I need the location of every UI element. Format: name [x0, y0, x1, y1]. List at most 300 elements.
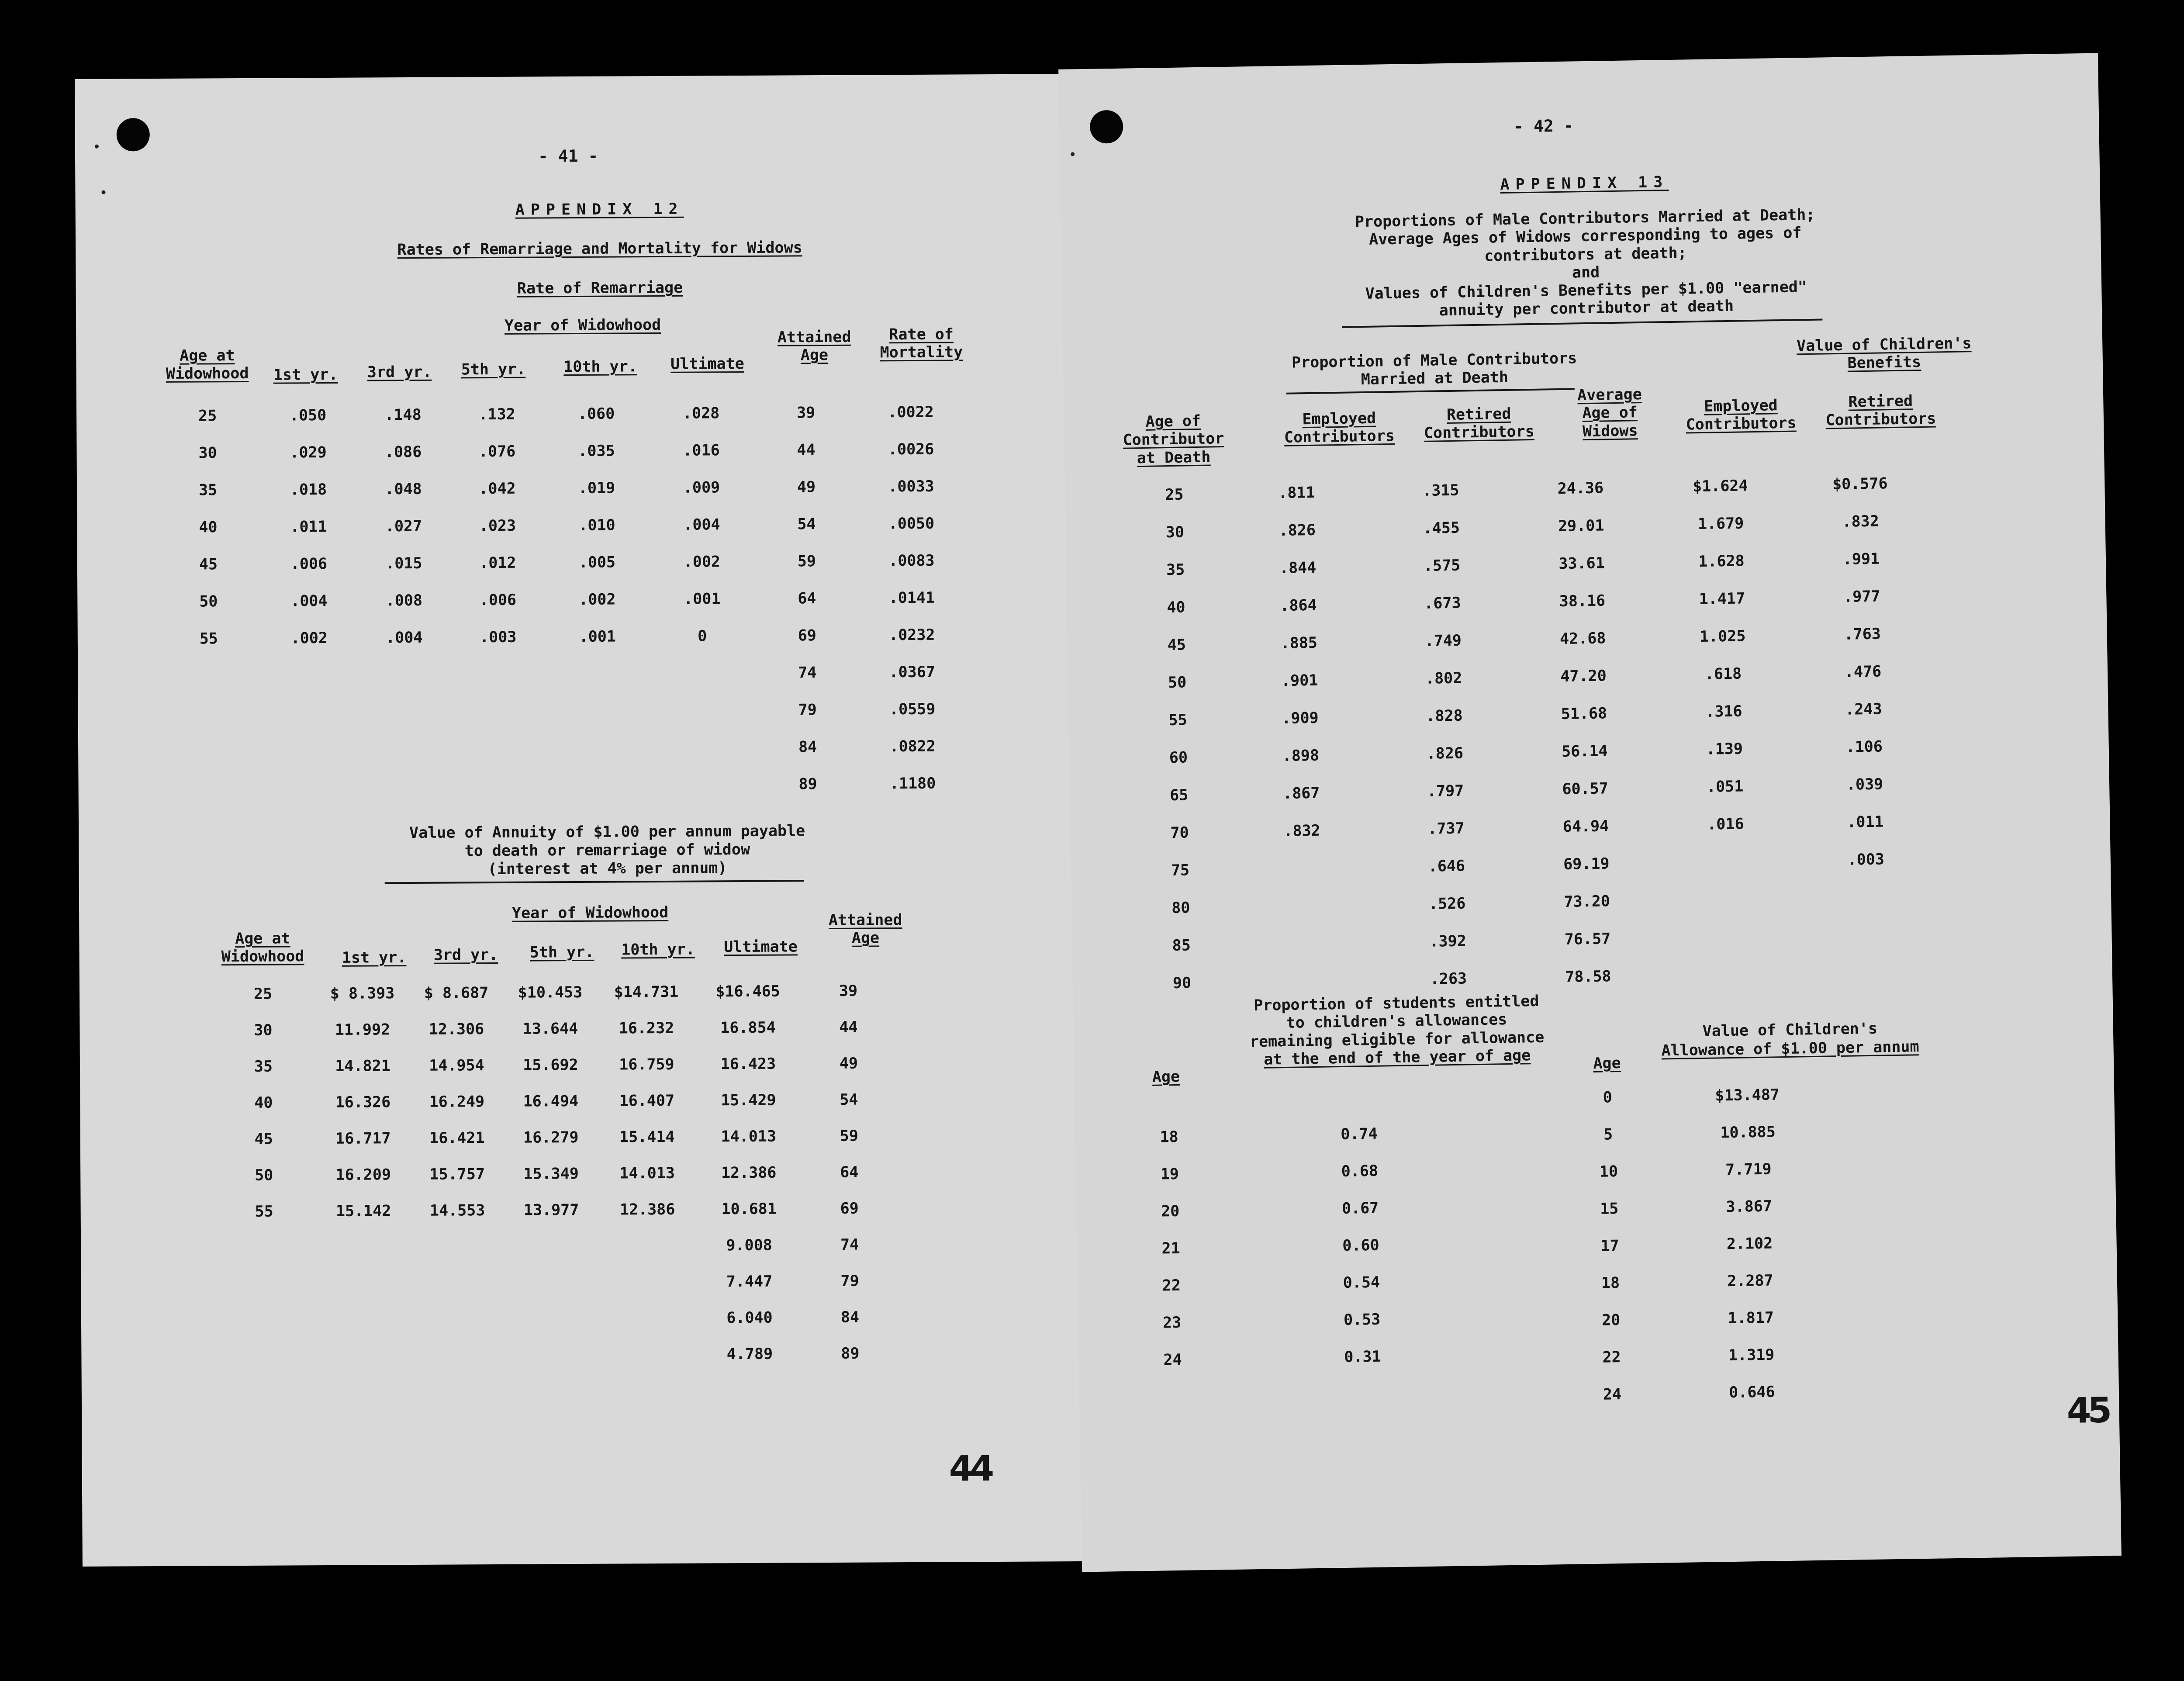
table-cell: 74 — [840, 1236, 859, 1254]
table-cell: 65 — [1169, 786, 1189, 805]
table-cell — [650, 654, 755, 692]
table-cell: 69.19 — [1563, 855, 1610, 873]
page-stamp: 44 — [949, 1448, 991, 1489]
table-row — [212, 1262, 898, 1302]
table-cell — [317, 1301, 411, 1338]
table-cell: .012 — [479, 554, 516, 572]
table-cell — [317, 1229, 411, 1266]
proportion-group-header: Proportion of Male Contributors Married at Death — [1291, 349, 1577, 389]
table-cell: 35 — [198, 481, 218, 499]
annuity-table — [211, 972, 898, 1375]
table-cell — [451, 692, 545, 730]
table-cell: 20 — [1601, 1311, 1621, 1329]
title-line: Average Ages of Widows corresponding to ages of — [1368, 224, 1802, 249]
header-line: remaining eligible for allowance — [1249, 1028, 1545, 1051]
table-cell: 16.407 — [619, 1092, 675, 1110]
table-cell: 29.01 — [1558, 517, 1604, 536]
table-cell — [358, 730, 452, 768]
remarriage-table — [155, 393, 965, 806]
table-row — [1139, 1299, 1520, 1342]
page-title: Rates of Remarriage and Mortality for Widows — [397, 239, 802, 259]
table-cell: 25 — [1165, 486, 1184, 504]
title-line: Proportions of Male Contributors Married at Death; — [1355, 206, 1815, 231]
table-cell — [1797, 953, 1938, 993]
table-cell: .526 — [1428, 895, 1466, 913]
table-cell: $14.731 — [614, 983, 679, 1001]
table-cell — [545, 655, 650, 692]
table-row — [156, 653, 964, 695]
table-cell: .0026 — [888, 440, 934, 458]
table-cell: 14.013 — [619, 1164, 675, 1183]
table-cell: 45 — [1167, 636, 1186, 654]
table-cell: 6.040 — [726, 1309, 773, 1327]
table-cell: 55 — [255, 1203, 273, 1221]
table-cell: 13.977 — [523, 1201, 579, 1219]
table-cell: .011 — [290, 518, 327, 536]
table-cell: .885 — [1280, 634, 1318, 653]
table-cell: 25 — [198, 407, 217, 425]
col-header-retired: Retired Contributors — [1424, 405, 1535, 443]
students-proportion-header — [1239, 992, 1555, 1069]
table-cell: .455 — [1423, 519, 1460, 537]
table-cell: .802 — [1425, 669, 1462, 688]
table-cell: $0.576 — [1832, 475, 1888, 494]
table-cell — [452, 767, 546, 804]
col-header-benefits-retired: Retired Contributors — [1825, 392, 1936, 429]
table-cell: 15 — [1600, 1200, 1619, 1218]
allowance-value-header-line2: Allowance of $1.00 per annum — [1661, 1038, 1919, 1060]
table-cell: .086 — [384, 443, 422, 461]
table-cell: 7.447 — [726, 1273, 773, 1290]
annuity-year-header: Year of Widowhood — [511, 903, 669, 922]
table-cell: 1.025 — [1699, 627, 1746, 646]
table-cell — [545, 692, 650, 730]
annuity-col-header-3rd: 3rd yr. — [433, 946, 498, 964]
table-cell: 15.692 — [523, 1056, 578, 1074]
title-line: annuity per contributor at death — [1439, 297, 1734, 320]
table-cell: 84 — [840, 1308, 860, 1326]
table-cell: .003 — [1847, 851, 1885, 869]
table-cell: 16.854 — [720, 1019, 776, 1037]
table-cell: 16.717 — [335, 1129, 391, 1148]
table-cell — [1658, 955, 1798, 995]
table-cell: .737 — [1427, 820, 1465, 838]
punch-hole — [117, 118, 150, 151]
punch-hole — [1090, 110, 1123, 144]
speck — [101, 190, 105, 194]
remarriage-subtitle: Rate of Remarriage — [517, 279, 683, 297]
table-cell: 90 — [1172, 974, 1192, 993]
table-cell — [357, 656, 451, 694]
table-cell: .051 — [1706, 778, 1744, 796]
table-cell: 79 — [840, 1272, 859, 1290]
table-cell: .0083 — [888, 552, 935, 570]
table-cell: .006 — [290, 555, 328, 573]
table-cell: 35 — [254, 1058, 273, 1076]
header-line: Proportion of students entitled — [1253, 992, 1539, 1015]
table-cell: 16.326 — [335, 1093, 391, 1111]
table-cell: .050 — [289, 406, 327, 424]
annuity-title-line1: Value of Annuity of $1.00 per annum payable — [409, 822, 805, 842]
table-row — [157, 764, 965, 806]
table-cell: 24.36 — [1557, 479, 1604, 498]
table-cell: .008 — [385, 591, 423, 609]
title-line: and — [1572, 263, 1600, 282]
table-cell: .006 — [479, 591, 517, 609]
table-cell: 16.423 — [720, 1055, 776, 1073]
table-row — [155, 430, 963, 472]
table-cell: 24 — [1163, 1351, 1182, 1369]
table-cell: 21 — [1161, 1239, 1180, 1258]
table-cell: 25 — [253, 985, 273, 1003]
table-row — [156, 505, 964, 546]
table-cell: 13.644 — [522, 1020, 578, 1038]
table-row — [1579, 1186, 1859, 1228]
table-cell: .826 — [1279, 521, 1316, 540]
table-cell: .832 — [1283, 822, 1321, 840]
table-cell: 16.279 — [523, 1128, 579, 1147]
table-cell: 12.386 — [721, 1164, 777, 1182]
table-cell — [1228, 849, 1377, 889]
table-cell: 89 — [841, 1345, 860, 1363]
table-row — [1137, 1150, 1517, 1193]
table-cell — [451, 655, 545, 693]
table-cell — [1796, 878, 1936, 917]
table-cell: 16.421 — [429, 1129, 485, 1147]
table-cell: 15.429 — [721, 1091, 776, 1109]
table-row — [1137, 1187, 1518, 1231]
page-number: - 41 - — [538, 146, 598, 166]
table-cell: .0367 — [889, 663, 936, 681]
header-line: to children's allowances — [1286, 1011, 1507, 1032]
table-cell: 0.68 — [1341, 1162, 1379, 1180]
table-cell: .832 — [1842, 512, 1880, 531]
table-row — [211, 972, 896, 1012]
annuity-col-header-attained-age: Attained Age — [828, 911, 902, 948]
table-cell: 14.013 — [721, 1128, 777, 1145]
table-cell: .039 — [1846, 775, 1883, 794]
table-cell: .029 — [290, 443, 327, 461]
table-cell — [452, 730, 546, 767]
table-cell: $1.624 — [1692, 477, 1748, 496]
table-row — [212, 1299, 898, 1339]
table-cell — [157, 731, 262, 769]
table-cell — [505, 1228, 598, 1265]
table-cell: 2.102 — [1726, 1235, 1773, 1253]
table-row — [1579, 1223, 1859, 1265]
table-cell: 64 — [840, 1163, 859, 1181]
table-cell: .673 — [1424, 594, 1461, 612]
children-benefits-group-header: Value of Children's Benefits — [1796, 335, 1972, 372]
col-header-rate-of-mortality: Rate of Mortality — [880, 325, 963, 362]
table-cell: 44 — [797, 441, 816, 459]
table-cell: $13.487 — [1715, 1086, 1780, 1105]
table-cell: .016 — [1707, 815, 1744, 834]
table-cell: 80 — [1171, 899, 1190, 917]
table-cell — [650, 766, 755, 803]
table-cell: 74 — [798, 664, 817, 681]
table-cell — [650, 729, 755, 766]
table-cell: .811 — [1278, 484, 1315, 502]
table-cell: 16.494 — [523, 1092, 579, 1110]
left-page — [75, 74, 1083, 1567]
table-cell — [411, 1301, 505, 1338]
appendix-heading: APPENDIX 12 — [515, 200, 684, 219]
table-row — [1580, 1297, 1860, 1339]
table-cell: .0559 — [889, 700, 936, 718]
table-row — [1140, 1336, 1520, 1379]
table-cell — [505, 1301, 599, 1337]
table-row — [211, 1009, 896, 1048]
table-cell: .027 — [385, 517, 422, 535]
table-row — [156, 616, 964, 657]
year-of-widowhood-header: Year of Widowhood — [504, 316, 661, 335]
table-row — [1136, 1113, 1517, 1156]
table-cell: 73.20 — [1564, 892, 1610, 911]
col-header-1st: 1st yr. — [273, 366, 338, 384]
table-cell: 79 — [798, 701, 817, 719]
table-cell: 85 — [1172, 937, 1191, 955]
table-cell: 14.553 — [429, 1201, 485, 1220]
table-cell: 16.209 — [335, 1166, 391, 1184]
table-cell: 9.008 — [726, 1236, 772, 1254]
table-cell: 4.789 — [726, 1345, 773, 1363]
table-cell — [212, 1229, 317, 1266]
table-cell — [1657, 917, 1797, 957]
header-line: at the end of the year of age — [1263, 1047, 1531, 1069]
table-cell: 10.885 — [1720, 1123, 1776, 1141]
table-row — [1577, 1112, 1857, 1153]
table-row — [1578, 1149, 1858, 1190]
table-cell: .028 — [682, 404, 720, 422]
table-cell: .763 — [1844, 625, 1881, 643]
table-cell: .018 — [290, 481, 327, 498]
students-age-header: Age — [1152, 1068, 1180, 1086]
col-header-age-contributor: Age of Contributor at Death — [1123, 412, 1224, 467]
table-cell: .749 — [1424, 632, 1462, 650]
table-cell — [1229, 924, 1378, 964]
table-cell: 11.992 — [335, 1020, 390, 1039]
table-cell: 1.628 — [1698, 552, 1745, 571]
table-cell: 12.306 — [429, 1020, 484, 1038]
table-cell: 49 — [839, 1055, 858, 1072]
table-row — [212, 1226, 898, 1266]
table-cell: 18 — [1160, 1128, 1178, 1146]
table-cell: 45 — [254, 1130, 273, 1148]
table-cell: 2.287 — [1727, 1272, 1773, 1290]
table-cell — [157, 768, 262, 806]
allowance-table — [1577, 1075, 1862, 1414]
contributors-table — [1126, 464, 1938, 1003]
table-row — [1138, 1262, 1519, 1305]
table-cell: 10.681 — [721, 1200, 777, 1218]
table-cell: 12.386 — [619, 1200, 675, 1219]
table-cell — [599, 1336, 697, 1373]
table-cell — [262, 768, 358, 806]
table-cell: .316 — [1705, 702, 1742, 721]
age-at-widowhood-header: Age at Widowhood — [166, 347, 249, 383]
col-header-ultimate: Ultimate — [670, 355, 744, 373]
table-cell: .864 — [1280, 596, 1317, 615]
table-cell: 50 — [199, 592, 218, 611]
table-cell: $10.453 — [518, 983, 583, 1002]
table-cell: .844 — [1279, 559, 1317, 578]
table-row — [211, 1190, 897, 1230]
table-row — [156, 542, 964, 583]
col-header-employed: Employed Contributors — [1284, 409, 1395, 447]
table-row — [211, 1045, 897, 1085]
table-cell — [317, 1338, 411, 1374]
table-cell: 50 — [255, 1166, 273, 1184]
table-row — [211, 1081, 897, 1121]
col-header-10th: 10th yr. — [563, 358, 637, 376]
table-cell: 40 — [1167, 598, 1185, 617]
table-cell: .002 — [683, 553, 721, 571]
table-cell: 5 — [1603, 1125, 1613, 1144]
table-row — [1579, 1260, 1859, 1302]
table-cell: .575 — [1423, 557, 1461, 575]
table-cell: .148 — [384, 406, 422, 424]
table-cell: 16.759 — [619, 1055, 674, 1074]
table-cell: 45 — [199, 555, 218, 574]
table-cell: 30 — [198, 444, 217, 462]
students-table — [1136, 1113, 1520, 1379]
table-row — [156, 579, 964, 620]
allowance-value-header-line1: Value of Children's — [1702, 1020, 1878, 1041]
table-cell: 60.57 — [1562, 780, 1609, 798]
table-cell: .010 — [578, 516, 615, 534]
table-cell: .015 — [385, 554, 422, 572]
table-cell: 59 — [840, 1127, 858, 1145]
table-row — [157, 727, 965, 769]
table-cell — [411, 1265, 505, 1301]
table-cell: 56.14 — [1561, 742, 1608, 761]
table-cell: .618 — [1704, 665, 1742, 683]
table-cell: 15.142 — [335, 1202, 391, 1220]
table-cell: .001 — [684, 590, 721, 608]
table-cell: .797 — [1427, 782, 1464, 800]
table-cell: 64 — [798, 589, 816, 607]
table-row — [212, 1335, 898, 1375]
table-cell: 50 — [1168, 674, 1187, 692]
table-cell — [411, 1228, 505, 1265]
page-stamp: 45 — [2066, 1390, 2109, 1432]
table-cell: .0141 — [888, 589, 935, 607]
title-line: contributors at death; — [1484, 244, 1687, 265]
table-cell: .005 — [578, 553, 616, 571]
table-cell: .0232 — [888, 626, 935, 644]
table-cell: 0 — [1603, 1088, 1613, 1107]
table-cell: 33.61 — [1559, 554, 1605, 573]
table-cell: 1.817 — [1728, 1309, 1774, 1327]
table-cell: 16.232 — [619, 1019, 674, 1038]
table-cell — [411, 1337, 505, 1374]
table-cell: .042 — [479, 480, 516, 498]
table-cell: .901 — [1281, 671, 1318, 690]
table-cell: .019 — [578, 479, 615, 497]
table-cell: 60 — [1169, 749, 1188, 767]
table-cell — [598, 1264, 697, 1301]
table-cell: 1.679 — [1697, 515, 1744, 533]
table-cell: .004 — [290, 592, 328, 610]
col-header-attained-age: Attained Age — [777, 328, 851, 364]
table-cell: .0033 — [888, 477, 934, 495]
table-cell: 51.68 — [1561, 705, 1607, 723]
table-cell: .016 — [683, 441, 720, 460]
table-cell: .003 — [480, 628, 517, 646]
table-cell — [156, 694, 261, 732]
table-row — [211, 1117, 897, 1157]
speck — [1071, 152, 1075, 156]
table-cell: .001 — [579, 628, 616, 646]
appendix-heading: APPENDIX 13 — [1500, 173, 1669, 194]
table-cell — [1797, 915, 1937, 955]
table-cell: 0.53 — [1343, 1311, 1381, 1329]
table-cell: .048 — [385, 480, 422, 498]
table-cell — [598, 1228, 697, 1264]
table-row — [211, 1154, 897, 1193]
allowance-age-header: Age — [1593, 1054, 1621, 1072]
table-cell: 14.954 — [429, 1056, 484, 1075]
table-cell: 40 — [254, 1094, 273, 1112]
table-cell: 7.719 — [1725, 1160, 1772, 1179]
table-cell: 69 — [798, 626, 816, 644]
table-cell: 54 — [840, 1091, 858, 1109]
table-cell: 3.867 — [1726, 1197, 1773, 1216]
table-cell: 15.349 — [523, 1165, 579, 1183]
table-cell: 14.821 — [335, 1057, 390, 1075]
table-cell: .0822 — [889, 737, 936, 755]
table-cell: 39 — [796, 404, 816, 422]
table-cell: .977 — [1843, 588, 1880, 606]
page-title — [1323, 206, 1849, 322]
table-cell — [358, 768, 452, 805]
table-cell: 22 — [1162, 1276, 1181, 1295]
table-cell: $ 8.687 — [424, 984, 489, 1002]
table-cell — [212, 1302, 317, 1339]
table-cell: 44 — [839, 1018, 858, 1036]
table-cell: 78.58 — [1565, 968, 1611, 986]
table-cell: 55 — [199, 630, 218, 648]
table-cell: 24 — [1603, 1385, 1622, 1404]
table-cell: 0.60 — [1342, 1236, 1379, 1255]
table-cell: .132 — [478, 405, 515, 423]
table-cell: .004 — [683, 515, 720, 534]
table-cell — [261, 694, 357, 731]
table-cell: .315 — [1422, 481, 1459, 500]
table-cell: 18 — [1601, 1274, 1620, 1292]
table-cell — [505, 1337, 599, 1373]
table-cell: .243 — [1845, 700, 1882, 719]
table-cell — [1657, 880, 1797, 920]
table-cell: .263 — [1430, 970, 1467, 988]
table-cell: 76.57 — [1564, 930, 1611, 948]
table-cell: .076 — [478, 443, 516, 460]
table-cell: 0.646 — [1728, 1383, 1775, 1401]
annuity-col-header-age: Age at Widowhood — [221, 930, 304, 966]
table-cell — [261, 657, 357, 694]
table-cell: .035 — [578, 442, 615, 460]
table-cell — [546, 766, 650, 804]
table-cell: .909 — [1282, 709, 1319, 728]
table-cell: .0050 — [888, 515, 935, 533]
table-cell: 19 — [1160, 1165, 1179, 1183]
table-cell: 0 — [698, 627, 707, 645]
table-cell: .060 — [577, 405, 615, 423]
table-cell — [505, 1264, 598, 1301]
table-cell: .898 — [1282, 747, 1320, 765]
title-line: Values of Children's Benefits per $1.00 "earned" — [1365, 278, 1807, 303]
